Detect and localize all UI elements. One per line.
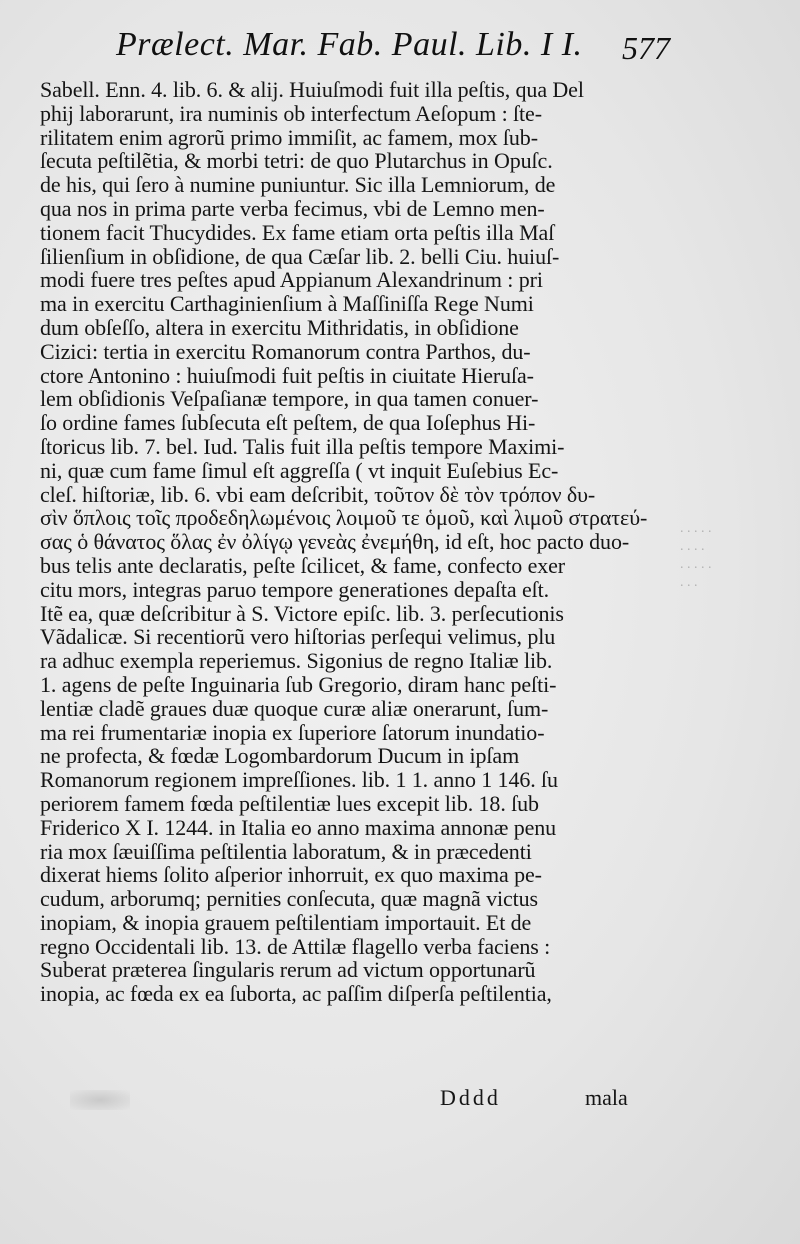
text-line: ria mox ſæuiſſima peſtilentia laboratum, & in præcedenti: [40, 838, 532, 864]
text-line: Itẽ ea, quæ deſcribitur à S. Victore epiſc. lib. 3. perſecutionis: [40, 600, 564, 626]
text-line: ſilienſium in obſidione, de qua Cæſar lib. 2. belli Ciu. huiuſ-: [40, 243, 560, 269]
text-line: ma in exercitu Carthaginienſium à Maſſiniſſa Rege Numi: [40, 291, 534, 317]
text-line: σὶν ὅπλοις τοῖς προδεδηλωμένοις λοιμοῦ τε ὁμοῦ, καὶ λιμοῦ στρατεύ-: [40, 505, 648, 531]
text-line: ni, quæ cum fame ſimul eſt aggreſſa ( vt inquit Euſebius Ec-: [40, 457, 559, 483]
catchword: mala: [585, 1085, 628, 1110]
page-number: 577: [622, 30, 670, 66]
text-line: Sabell. Enn. 4. lib. 6. & alij. Huiuſmodi fuit illa peſtis, qua Del: [40, 77, 584, 102]
text-line: dixerat hiems ſolito aſperior inhorruit, ex quo maxima pe-: [40, 862, 542, 888]
text-line: lem obſidionis Veſpaſianæ tempore, in qua tamen conuer-: [40, 386, 539, 412]
text-line: 1. agens de peſte Inguinaria ſub Gregorio, diram hanc peſti-: [40, 671, 557, 697]
body-text: [40, 78, 660, 1006]
text-line: bus telis ante declaratis, peſte ſcilicet, & fame, confecto exer: [40, 552, 566, 578]
text-line: inopia, ac fœda ex ea ſuborta, ac paſſim diſperſa peſtilentia,: [40, 981, 552, 1007]
text-line: cleſ. hiſtoriæ, lib. 6. vbi eam deſcribit, τοῦτον δὲ τὸν τρόπον δυ-: [40, 481, 596, 507]
text-line: ctore Antonino : huiuſmodi fuit peſtis in ciuitate Hieruſa-: [40, 362, 534, 388]
text-line: Suberat præterea ſingularis rerum ad victum opportunarũ: [40, 957, 536, 983]
text-line: inopiam, & inopia grauem peſtilentiam importauit. Et de: [40, 909, 532, 935]
text-line: lentiæ cladẽ graues duæ quoque curæ aliæ onerarunt, ſum-: [40, 695, 549, 721]
text-line: ſtoricus lib. 7. bel. Iud. Talis fuit illa peſtis tempore Maximi-: [40, 433, 565, 459]
text-line: qua nos in prima parte verba fecimus, vbi de Lemno men-: [40, 195, 545, 221]
page-footer: [40, 1085, 660, 1111]
text-line: dum obſeſſo, altera in exercitu Mithridatis, in obſidione: [40, 314, 519, 340]
margin-bleed-through: . . . . . . . . . . . . . . . . .: [680, 521, 712, 590]
text-line: ra adhuc exempla reperiemus. Sigonius de regno Italiæ lib.: [40, 648, 553, 674]
text-line: σας ὁ θάνατος ὅλας ἐν ὀλίγῳ γενεὰς ἐνεμήθη, id eſt, hoc pacto duo-: [40, 529, 630, 555]
text-line: ſo ordine fames ſubſecuta eſt peſtem, de qua Ioſephus Hi-: [40, 410, 536, 436]
text-line: ſecuta peſtilẽtia, & morbi tetri: de quo Plutarchus in Opuſc.: [40, 148, 553, 174]
running-head: Prælect. Mar. Fab. Paul. Lib. I I.: [116, 26, 583, 63]
page-header: [110, 26, 670, 70]
text-line: cudum, arborumq; pernities conſecuta, quæ magnã victus: [40, 886, 539, 912]
text-line: ma rei frumentariæ inopia ex ſuperiore ſatorum inundatio-: [40, 719, 545, 745]
text-line: modi fuere tres peſtes apud Appianum Alexandrinum : pri: [40, 267, 543, 293]
text-line: tionem facit Thucydides. Ex fame etiam orta peſtis illa Maſ: [40, 219, 555, 245]
text-line: de his, qui ſero à numine puniuntur. Sic illa Lemniorum, de: [40, 172, 556, 198]
text-line: Friderico X I. 1244. in Italia eo anno maxima annonæ penu: [40, 814, 557, 840]
text-line: citu mors, integras paruo tempore generationes depaſta eſt.: [40, 576, 550, 602]
text-line: regno Occidentali lib. 13. de Attilæ flagello verba faciens :: [40, 933, 551, 959]
text-line: Vãdalicæ. Si recentiorũ vero hiſtorias perſequi velimus, plu: [40, 624, 556, 650]
text-line: phij laborarunt, ira numinis ob interfectum Aeſopum : ſte-: [40, 100, 542, 126]
signature-mark: Dddd: [440, 1085, 501, 1110]
text-line: ne profecta, & fœdæ Logombardorum Ducum in ipſam: [40, 743, 520, 769]
text-line: rilitatem enim agrorũ primo immiſit, ac famem, mox ſub-: [40, 124, 538, 150]
text-line: periorem famem fœda peſtilentiæ lues excepit lib. 18. ſub: [40, 790, 539, 816]
text-line: Cizici: tertia in exercitu Romanorum contra Parthos, du-: [40, 338, 531, 364]
text-line: Romanorum regionem impreſſiones. lib. 1 1. anno 1 146. ſu: [40, 767, 558, 793]
